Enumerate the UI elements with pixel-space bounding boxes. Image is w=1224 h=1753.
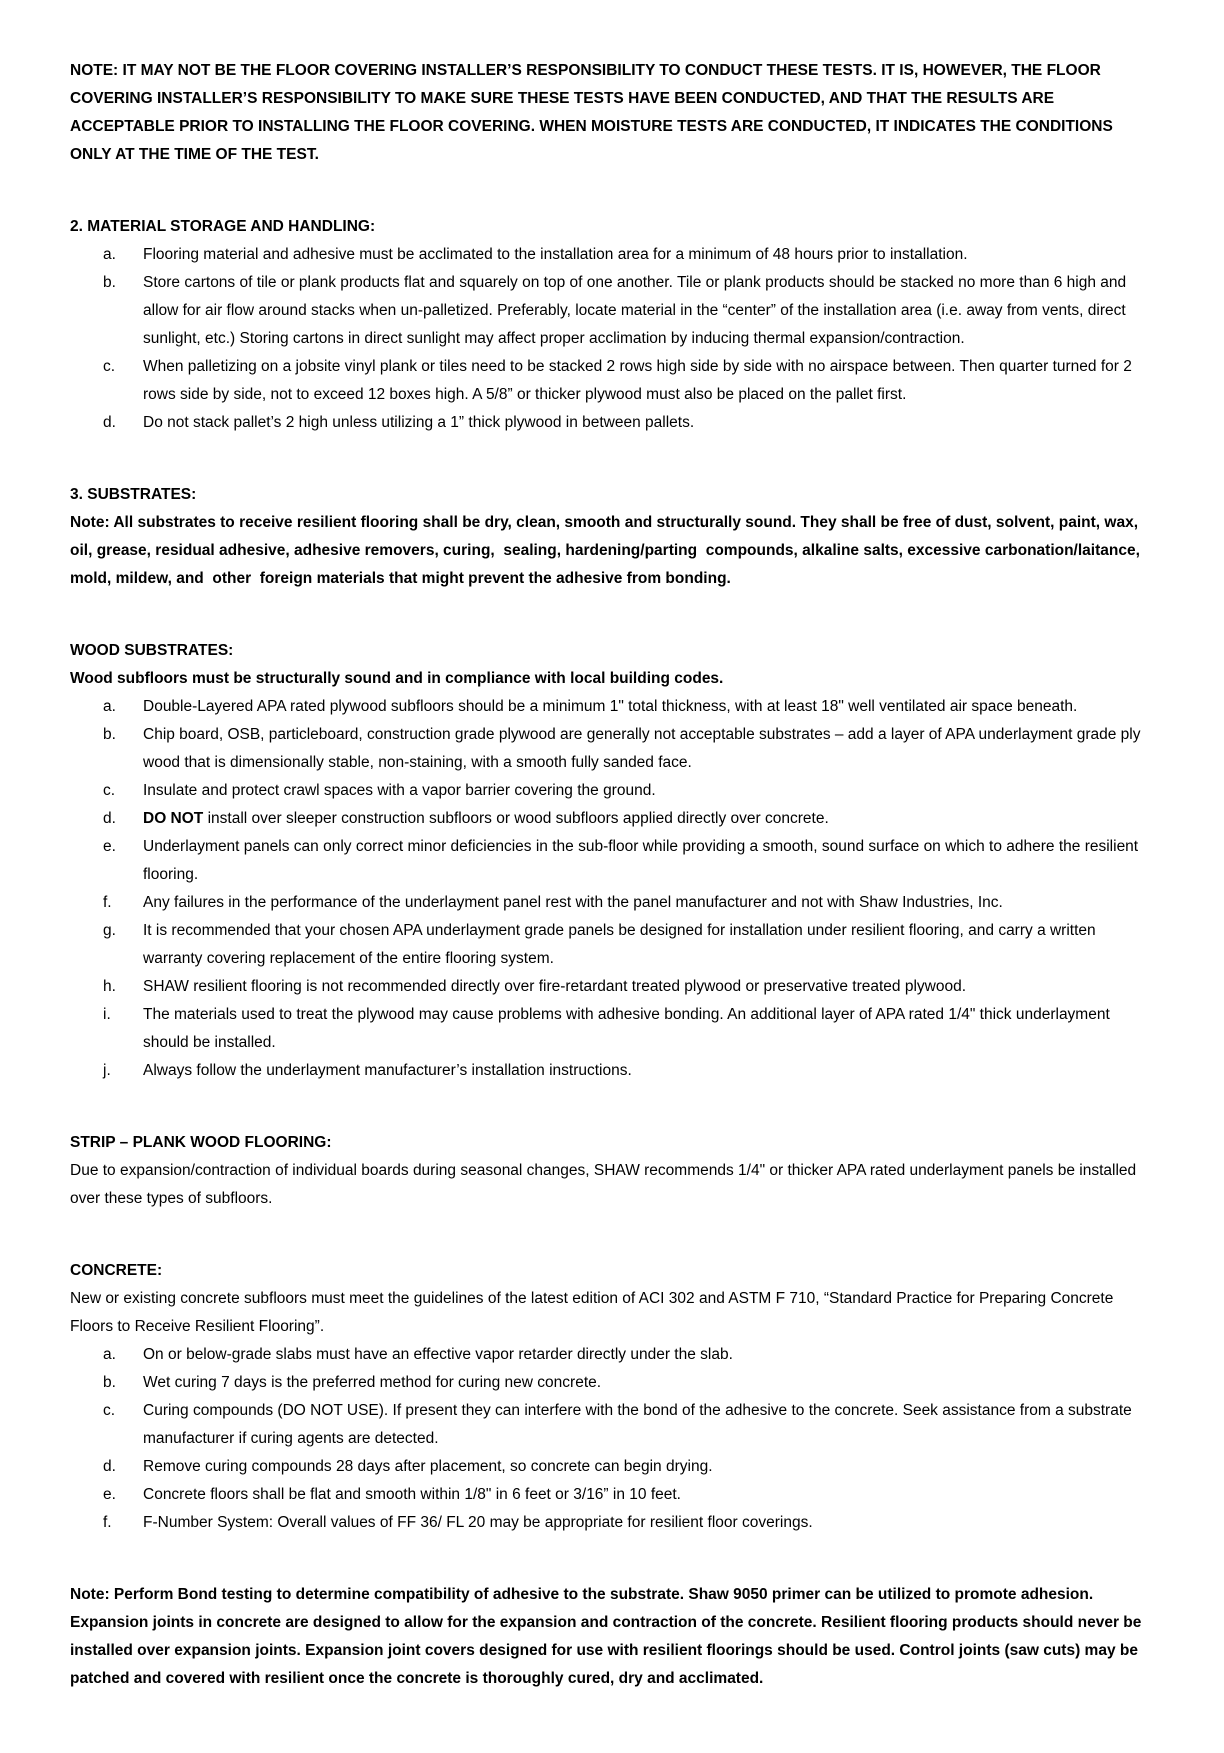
section-substrates [70, 481, 1156, 593]
section-heading-wood-substrates: WOOD SUBSTRATES: [70, 642, 234, 659]
list-marker: i. [103, 1006, 111, 1023]
list-item [70, 805, 1156, 833]
list-item-text: Chip board, OSB, particleboard, construction grade plywood are generally not acceptable substrates – add a layer of APA underlayment grade ply wood that is dimensionally stable, non-staining, with a smooth fully sanded face. [143, 726, 1141, 771]
top-note-paragraph: NOTE: IT MAY NOT BE THE FLOOR COVERING INSTALLER’S RESPONSIBILITY TO CONDUCT THESE TESTS. IT IS, HOWEVER, THE FLOOR COVERING INSTALLER’S RESPONSIBILITY TO MAKE SURE THESE TESTS HAVE BEEN CONDUCTED, AND THAT THE RESULTS ARE ACCEPTABLE PRIOR TO INSTALLING THE FLOOR COVERING. WHEN MOISTURE TESTS ARE CONDUCTED, IT INDICATES THE CONDITIONS ONLY AT THE TIME OF THE TEST. [70, 62, 1113, 163]
list-item-text: SHAW resilient flooring is not recommended directly over fire-retardant treated plywood or preservative treated plywood. [143, 978, 967, 995]
section-heading-concrete: CONCRETE: [70, 1262, 163, 1279]
list-marker: b. [103, 274, 116, 291]
list-marker: a. [103, 698, 116, 715]
list-item [70, 1057, 1156, 1085]
list-item [70, 353, 1156, 409]
do-not-emphasis: DO NOT [143, 810, 204, 827]
concrete-list [70, 1341, 1156, 1537]
list-item-text: It is recommended that your chosen APA underlayment grade panels be designed for installation under resilient flooring, and carry a written warranty covering replacement of the entire flooring system. [143, 922, 1096, 967]
list-item [70, 833, 1156, 889]
list-marker: f. [103, 894, 112, 911]
substrates-note-paragraph: Note: All substrates to receive resilient flooring shall be dry, clean, smooth and structurally sound. They shall be free of dust, solvent, paint, wax, oil, grease, residual adhesive, adhesive removers, curing, sealing, hardening/parting compounds, alkaline salts, excessive carbonation/laitance, mold, mildew, and other foreign materials that might prevent the adhesive from bonding. [70, 514, 1145, 587]
list-item-text: When palletizing on a jobsite vinyl plank or tiles need to be stacked 2 rows high side by side with no airspace between. Then quarter turned for 2 rows side by side, not to exceed 12 boxes high. A 5/8” or thicker plywood must also be placed on the pallet first. [143, 358, 1132, 403]
list-item-text: Curing compounds (DO NOT USE). If present they can interfere with the bond of the adhesive to the concrete. Seek assistance from a substrate manufacturer if curing agents are detected. [143, 1402, 1132, 1447]
section-heading-strip-plank: STRIP – PLANK WOOD FLOORING: [70, 1134, 332, 1151]
list-item [70, 777, 1156, 805]
list-item [70, 693, 1156, 721]
list-marker: c. [103, 358, 116, 375]
list-item-text: Concrete floors shall be flat and smooth within 1/8" in 6 feet or 3/16” in 10 feet. [143, 1486, 681, 1503]
list-item-text [143, 810, 829, 827]
section-bond-note [70, 1581, 1156, 1693]
list-item-text: Remove curing compounds 28 days after placement, so concrete can begin drying. [143, 1458, 713, 1475]
section-material-storage [70, 213, 1156, 437]
section-concrete [70, 1257, 1156, 1537]
wood-substrates-list [70, 693, 1156, 1085]
list-marker: g. [103, 922, 116, 939]
list-item [70, 1509, 1156, 1537]
list-item [70, 1481, 1156, 1509]
list-marker: e. [103, 1486, 116, 1503]
section-strip-plank [70, 1129, 1156, 1213]
list-item [70, 1369, 1156, 1397]
strip-plank-paragraph: Due to expansion/contraction of individual boards during seasonal changes, SHAW recommends 1/4" or thicker APA rated underlayment panels be installed over these types of subfloors. [70, 1162, 1137, 1207]
material-storage-list [70, 241, 1156, 437]
list-marker: d. [103, 810, 116, 827]
bond-note-paragraph: Note: Perform Bond testing to determine compatibility of adhesive to the substrate. Shaw 9050 primer can be utilized to promote adhesion. Expansion joints in concrete are designed to allow for the expansion and contraction of the concrete. Resilient flooring products should never be installed over expansion joints. Expansion joint covers designed for use with resilient floorings should be used. Control joints (saw cuts) may be patched and covered with resilient once the concrete is thoroughly cured, dry and acclimated. [70, 1586, 1142, 1687]
list-marker: h. [103, 978, 116, 995]
list-item-text-rest: install over sleeper construction subfloors or wood subfloors applied directly over concrete. [203, 810, 829, 827]
list-marker: a. [103, 1346, 116, 1363]
list-item-text: Flooring material and adhesive must be acclimated to the installation area for a minimum of 48 hours prior to installation. [143, 246, 968, 263]
concrete-intro-paragraph: New or existing concrete subfloors must meet the guidelines of the latest edition of ACI 302 and ASTM F 710, “Standard Practice for Preparing Concrete Floors to Receive Resilient Flooring”. [70, 1290, 1114, 1335]
list-marker: a. [103, 246, 116, 263]
list-item-text: Do not stack pallet’s 2 high unless utilizing a 1” thick plywood in between pallets. [143, 414, 695, 431]
list-marker: d. [103, 414, 116, 431]
list-item-text: On or below-grade slabs must have an effective vapor retarder directly under the slab. [143, 1346, 733, 1363]
list-marker: e. [103, 838, 116, 855]
list-marker: b. [103, 1374, 116, 1391]
list-item [70, 1397, 1156, 1453]
section-heading-material-storage: 2. MATERIAL STORAGE AND HANDLING: [70, 218, 376, 235]
list-item [70, 889, 1156, 917]
list-item [70, 241, 1156, 269]
list-item-text: Double-Layered APA rated plywood subfloors should be a minimum 1" total thickness, with at least 18" well ventilated air space beneath. [143, 698, 1078, 715]
list-item-text: The materials used to treat the plywood may cause problems with adhesive bonding. An additional layer of APA rated 1/4" thick underlayment should be installed. [143, 1006, 1110, 1051]
list-item [70, 269, 1156, 353]
list-item-text: Insulate and protect crawl spaces with a vapor barrier covering the ground. [143, 782, 656, 799]
list-marker: f. [103, 1514, 112, 1531]
list-marker: c. [103, 1402, 116, 1419]
list-item-text: Any failures in the performance of the underlayment panel rest with the panel manufacturer and not with Shaw Industries, Inc. [143, 894, 1003, 911]
list-item-text: Underlayment panels can only correct minor deficiencies in the sub-floor while providing a smooth, sound surface on which to adhere the resilient flooring. [143, 838, 1139, 883]
section-heading-substrates: 3. SUBSTRATES: [70, 486, 197, 503]
list-marker: b. [103, 726, 116, 743]
list-item-text: Store cartons of tile or plank products flat and squarely on top of one another. Tile or plank products should be stacked no more than 6 high and allow for air flow around stacks when un-palletized. Preferably, locate material in the “center” of the installation area (i.e. away from vents, direct sunlight, etc.) Storing cartons in direct sunlight may affect proper acclimation by inducing thermal expansion/contraction. [143, 274, 1127, 347]
list-item-text: F-Number System: Overall values of FF 36/ FL 20 may be appropriate for resilient floor coverings. [143, 1514, 813, 1531]
wood-substrates-intro: Wood subfloors must be structurally sound and in compliance with local building codes. [70, 670, 724, 687]
list-item [70, 917, 1156, 973]
list-marker: j. [103, 1062, 111, 1079]
list-item-text: Always follow the underlayment manufacturer’s installation instructions. [143, 1062, 632, 1079]
list-item [70, 1341, 1156, 1369]
list-item [70, 1453, 1156, 1481]
list-item [70, 1001, 1156, 1057]
list-item [70, 973, 1156, 1001]
list-item [70, 721, 1156, 777]
list-marker: c. [103, 782, 116, 799]
section-wood-substrates [70, 637, 1156, 1085]
list-item-text: Wet curing 7 days is the preferred method for curing new concrete. [143, 1374, 602, 1391]
list-item [70, 409, 1156, 437]
list-marker: d. [103, 1458, 116, 1475]
